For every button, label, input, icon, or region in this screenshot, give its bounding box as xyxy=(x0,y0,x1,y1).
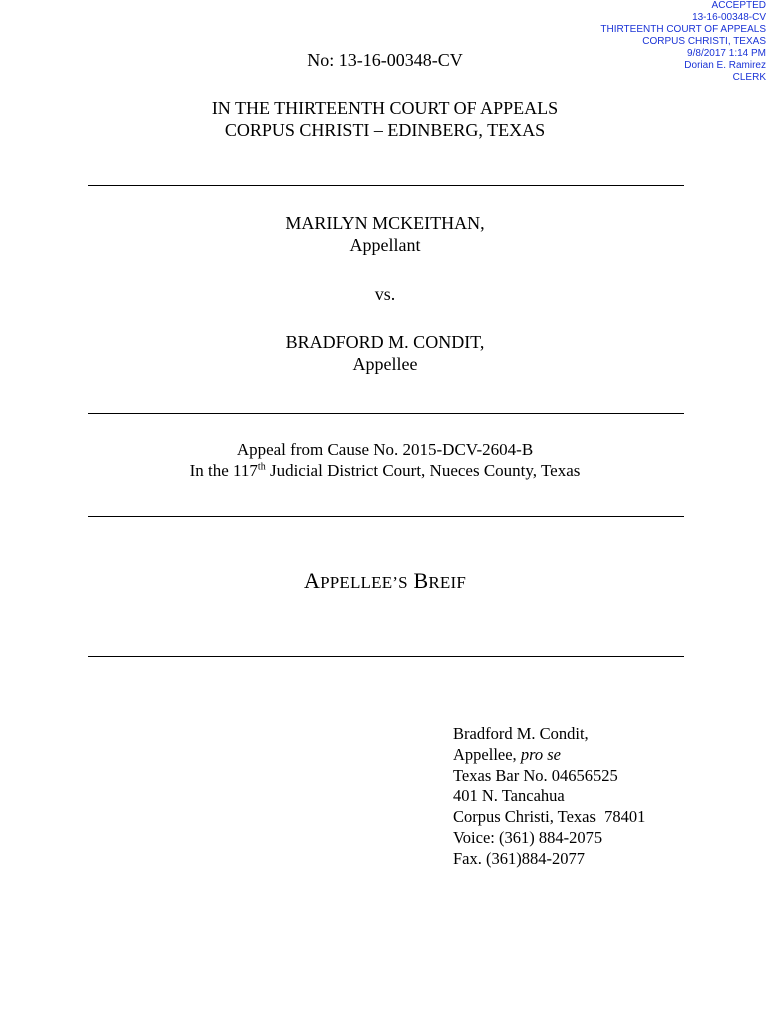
counsel-role xyxy=(453,745,645,766)
divider xyxy=(88,413,684,414)
stamp-line: Dorian E. Ramirez xyxy=(684,60,766,71)
fax-number: Fax. (361)884-2077 xyxy=(453,848,585,868)
bar-number: Texas Bar No. 04656525 xyxy=(453,765,618,785)
versus: vs. xyxy=(374,284,396,304)
address-line-2: Corpus Christi, Texas 78401 xyxy=(453,807,646,827)
voice-phone: Voice: (361) 884-2075 xyxy=(453,827,603,847)
appellant-name: MARILYN MCKEITHAN, xyxy=(285,213,485,233)
court-heading xyxy=(0,97,770,141)
appeal-block xyxy=(0,439,770,481)
ordinal-suffix: th xyxy=(257,461,266,473)
brief-title xyxy=(0,570,770,594)
counsel-contact-block xyxy=(453,724,645,870)
counsel-role-italic: pro se xyxy=(520,744,561,764)
court-line-1: IN THE THIRTEENTH COURT OF APPEALS xyxy=(211,98,559,118)
appellant-role: Appellant xyxy=(349,235,421,255)
divider xyxy=(88,516,684,517)
address-line-1: 401 N. Tancahua xyxy=(453,786,565,806)
appellee-role: Appellee xyxy=(352,354,418,374)
title-smallcaps: REIF xyxy=(428,573,467,592)
appellant-block xyxy=(0,212,770,256)
accepted-stamp xyxy=(600,0,766,84)
divider xyxy=(88,656,684,657)
stamp-line: 9/8/2017 1:14 PM xyxy=(687,48,766,59)
court-line-2: CORPUS CHRISTI – EDINBERG, TEXAS xyxy=(224,120,546,140)
case-number: No: 13-16-00348-CV xyxy=(307,50,463,70)
appeal-court xyxy=(0,460,770,481)
counsel-name: Bradford M. Condit, xyxy=(453,724,589,743)
title-cap: B xyxy=(413,568,429,593)
stamp-line: CORPUS CHRISTI, TEXAS xyxy=(642,36,766,47)
appellee-name: BRADFORD M. CONDIT, xyxy=(285,332,485,352)
counsel-role-prefix: Appellee, xyxy=(453,744,521,764)
appeal-cause: Appeal from Cause No. 2015-DCV-2604-B xyxy=(236,440,534,459)
appeal-court-suffix: Judicial District Court, Nueces County, Texas xyxy=(265,461,581,480)
stamp-line: THIRTEENTH COURT OF APPEALS xyxy=(600,24,766,35)
appellee-block xyxy=(0,331,770,375)
title-cap: A xyxy=(303,568,321,593)
divider xyxy=(88,185,684,186)
stamp-line: ACCEPTED xyxy=(711,0,766,11)
title-smallcaps: PPELLEE’S xyxy=(320,573,408,592)
appeal-court-prefix: In the 117 xyxy=(189,461,258,480)
stamp-line: 13-16-00348-CV xyxy=(692,12,766,23)
stamp-line: CLERK xyxy=(732,72,766,83)
